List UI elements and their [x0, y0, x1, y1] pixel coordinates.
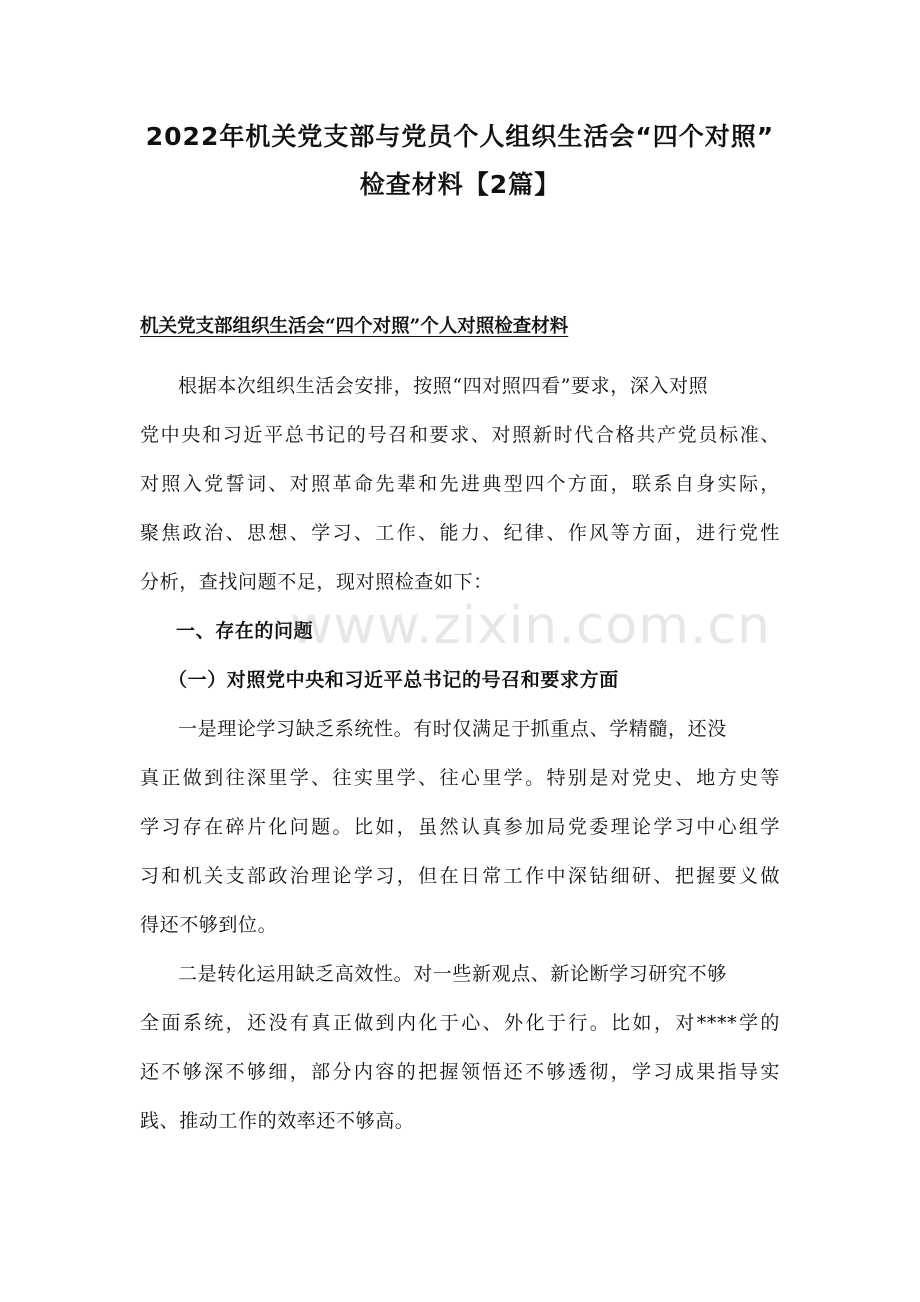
para2-line-4: 践、推动工作的效率还不够高。: [140, 1110, 415, 1132]
section-subtitle: 机关党支部组织生活会“四个对照”个人对照检查材料: [140, 316, 569, 337]
para1-line-5: 得还不够到位。: [140, 914, 278, 936]
document-title-line-1: 2022年机关党支部与党员个人组织生活会“四个对照”: [145, 122, 775, 151]
intro-line-2: 党中央和习近平总书记的号召和要求、对照新时代合格共产党员标准、: [140, 424, 780, 446]
heading-existing-problems: 一、存在的问题: [176, 620, 314, 642]
para2-line-2: 全面系统，还没有真正做到内化于心、外化于行。比如，对****学的: [140, 1012, 780, 1034]
heading-subsection-1: （一）对照党中央和习近平总书记的号召和要求方面: [168, 669, 619, 691]
intro-line-3: 对照入党誓词、对照革命先辈和先进典型四个方面，联系自身实际，: [140, 473, 780, 495]
para1-line-3: 学习存在碎片化问题。比如，虽然认真参加局党委理论学习中心组学: [140, 816, 780, 838]
para2-line-3: 还不够深不够细，部分内容的把握领悟还不够透彻，学习成果指导实: [140, 1061, 780, 1083]
intro-line-1: 根据本次组织生活会安排，按照“四对照四看”要求，深入对照: [178, 375, 709, 397]
para1-line-4: 习和机关支部政治理论学习，但在日常工作中深钻细研、把握要义做: [140, 865, 780, 887]
intro-line-4: 聚焦政治、思想、学习、工作、能力、纪律、作风等方面，进行党性: [140, 522, 780, 544]
para1-line-2: 真正做到往深里学、往实里学、往心里学。特别是对党史、地方史等: [140, 767, 780, 789]
intro-line-5: 分析，查找问题不足，现对照检查如下：: [140, 571, 493, 593]
document-title-line-2: 检查材料【2篇】: [359, 170, 561, 199]
para1-line-1: 一是理论学习缺乏系统性。有时仅满足于抓重点、学精髓，还没: [178, 718, 727, 740]
para2-line-1: 二是转化运用缺乏高效性。对一些新观点、新论断学习研究不够: [178, 963, 727, 985]
watermark-text: www.zixin.com.cn: [290, 596, 771, 656]
